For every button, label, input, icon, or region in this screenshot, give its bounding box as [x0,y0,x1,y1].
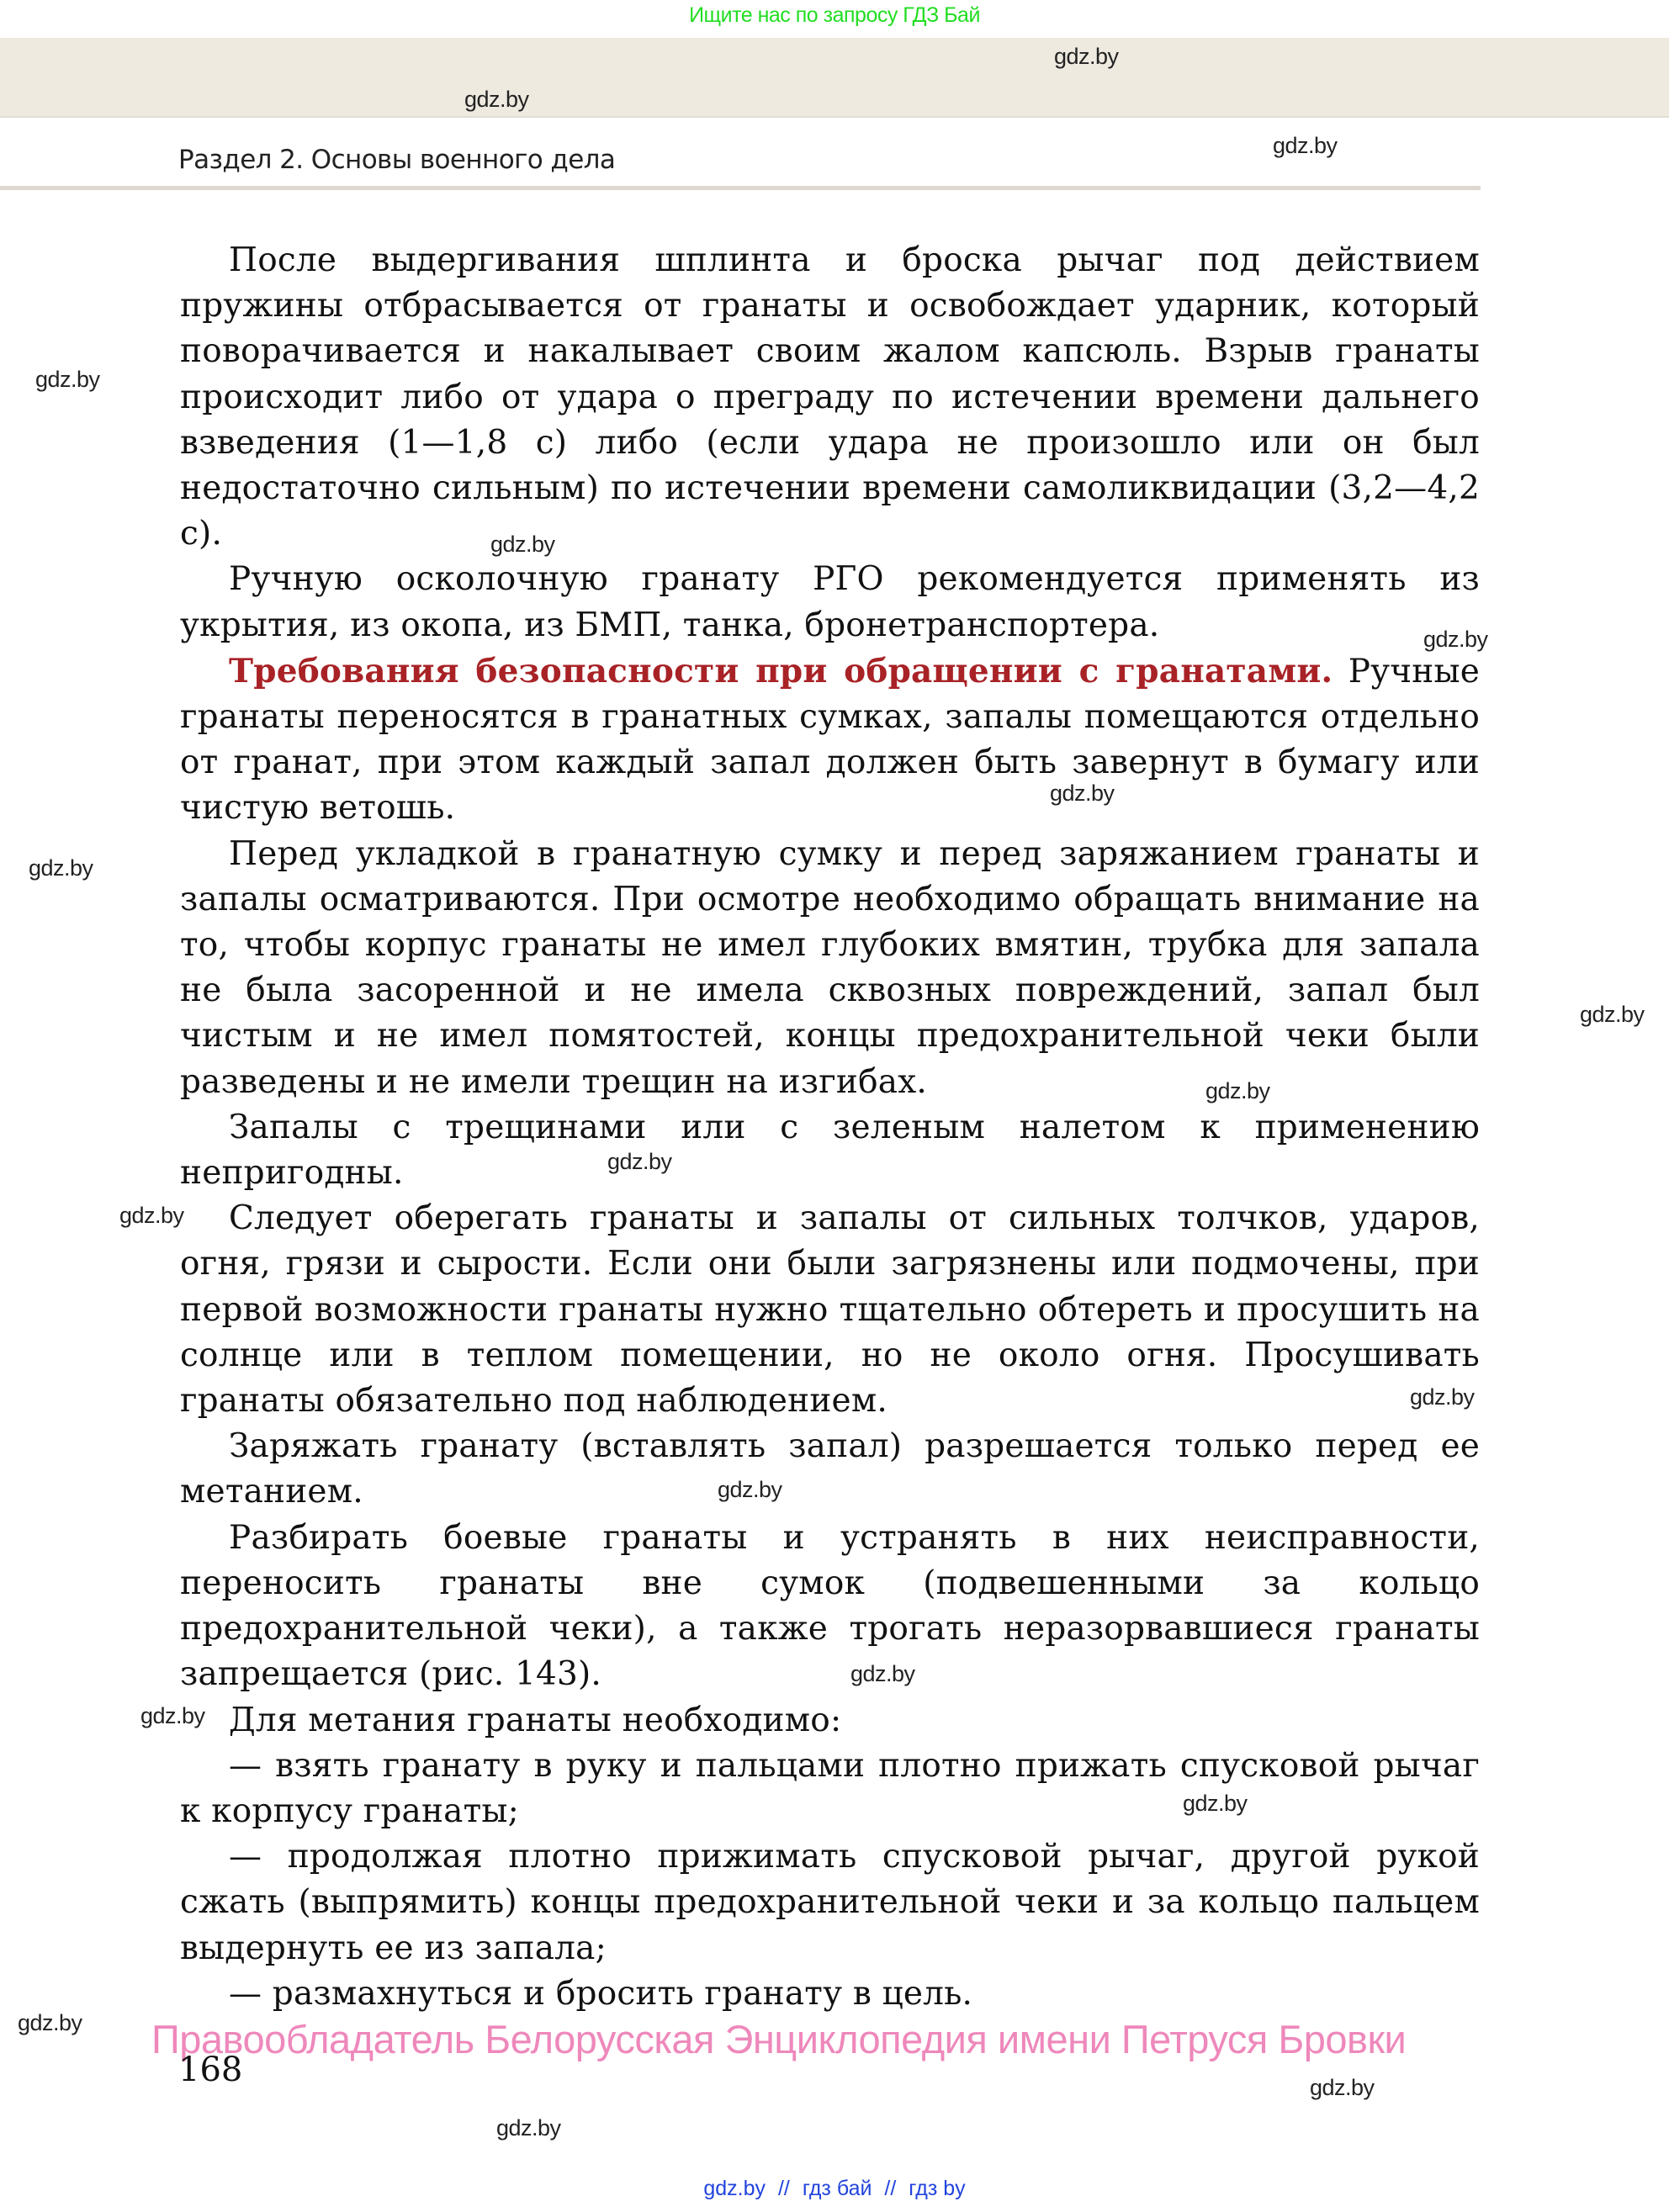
watermark: gdz.by [464,87,529,112]
paragraph: Следует оберегать гранаты и запалы от сильных толчков, ударов, огня, грязи и сырости. Если они были загрязнены или подмочены, при первой возможности гранаты нужно тщательно обтереть и просушить на солнце или в теплом помещении, но не около огня. Просушивать гранаты обязательно под наблюдением. [180,1199,1480,1421]
watermark: gdz.by [1050,781,1115,806]
watermark: gdz.by [119,1203,184,1228]
watermark: gdz.by [140,1703,205,1728]
watermark: gdz.by [607,1149,672,1174]
paragraph: Разбирать боевые гранаты и устранять в них неисправности, переносить гранаты вне сумок (подвешенными за кольцо предохранительной чеки), а также трогать неразорвавшиеся гранаты запрещается (рис. 143). [180,1518,1480,1694]
watermark: gdz.by [1580,1002,1645,1027]
list-item: — размахнуться и бросить гранату в цель. [229,1974,973,2013]
watermark: gdz.by [1423,627,1488,652]
section-heading: Требования безопасности при обращении с гранатами. [229,651,1333,691]
watermark: gdz.by [29,855,93,881]
watermark: gdz.by [850,1661,915,1686]
copyright-notice: Правообладатель Белорусская Энциклопедия имени Петруся Бровки [151,2017,1407,2061]
watermark: gdz.by [1205,1078,1270,1103]
footer-link[interactable]: гдз бай [802,2177,872,2200]
paragraph: После выдергивания шплинта и броска рычаг под действием пружины отбрасывается от гранаты и освобождает ударник, который поворачивается и накалывает своим жалом капсюль. Взрыв гранаты происходит либо от удара о преграду по истечении времени дальнего взведения (1—1,8 с) либо (если удара не произошло или он был недостаточно сильным) по истечении времени самоликвидации (3,2—4,2 с). [180,241,1480,553]
page-body [180,238,1480,2017]
separator: // [884,2177,897,2200]
watermark: gdz.by [1054,44,1119,69]
footer-links [0,2177,1669,2201]
watermark: gdz.by [1310,2075,1375,2100]
footer-link[interactable]: gdz.by [703,2177,766,2200]
watermark: gdz.by [35,367,100,392]
paragraph: Для метания гранаты необходимо: [229,1701,842,1739]
paragraph-safety [180,648,1480,832]
watermark: gdz.by [1183,1791,1248,1816]
list-item: — продолжая плотно прижимать спусковой рычаг, другой рукой сжать (выпрямить) концы предохранительной чеки и за кольцо пальцем выдернуть ее из запала; [180,1838,1480,1967]
top-banner [0,38,1669,118]
watermark: gdz.by [18,2010,82,2035]
watermark: gdz.by [490,532,555,557]
watermark: gdz.by [1273,133,1338,158]
paragraph: Ручную осколочную гранату РГО рекомендуется применять из укрытия, из окопа, из БМП, танка, бронетранспортера. [180,560,1480,644]
paragraph: Запалы с трещинами или с зеленым налетом к применению непригодны. [180,1108,1480,1193]
paragraph: Заряжать гранату (вставлять запал) разрешается только перед ее метанием. [180,1427,1480,1511]
page-number: 168 [178,2051,243,2089]
paragraph: Перед укладкой в гранатную сумку и перед заряжанием гранаты и запалы осматриваются. При осмотре необходимо обращать внимание на то, чтобы корпус гранаты не имел глубоких вмятин, трубка для запала не была засоренной и не имела сквозных повреждений, запал был чистым и не имел помятостей, концы предохранительной чеки были разведены и не имели трещин на изгибах. [180,834,1480,1101]
paragraph-text: Ручные гранаты переносятся в гранатных сумках, запалы помещаются отдельно от гранат, при этом каждый запал должен быть завернут в бумагу или чистую ветошь. [180,652,1481,828]
list-item: — взять гранату в руку и пальцами плотно прижать спусковой рычаг к корпусу гранаты; [180,1746,1480,1830]
search-hint-banner: Ищите нас по запросу ГДЗ Бай [689,3,980,27]
separator: // [777,2177,790,2200]
header-divider [0,186,1481,190]
footer-link[interactable]: гдз by [909,2177,966,2200]
watermark: gdz.by [496,2115,561,2141]
watermark: gdz.by [718,1477,782,1502]
watermark: gdz.by [1410,1384,1475,1410]
running-head: Раздел 2. Основы военного дела [178,145,616,175]
